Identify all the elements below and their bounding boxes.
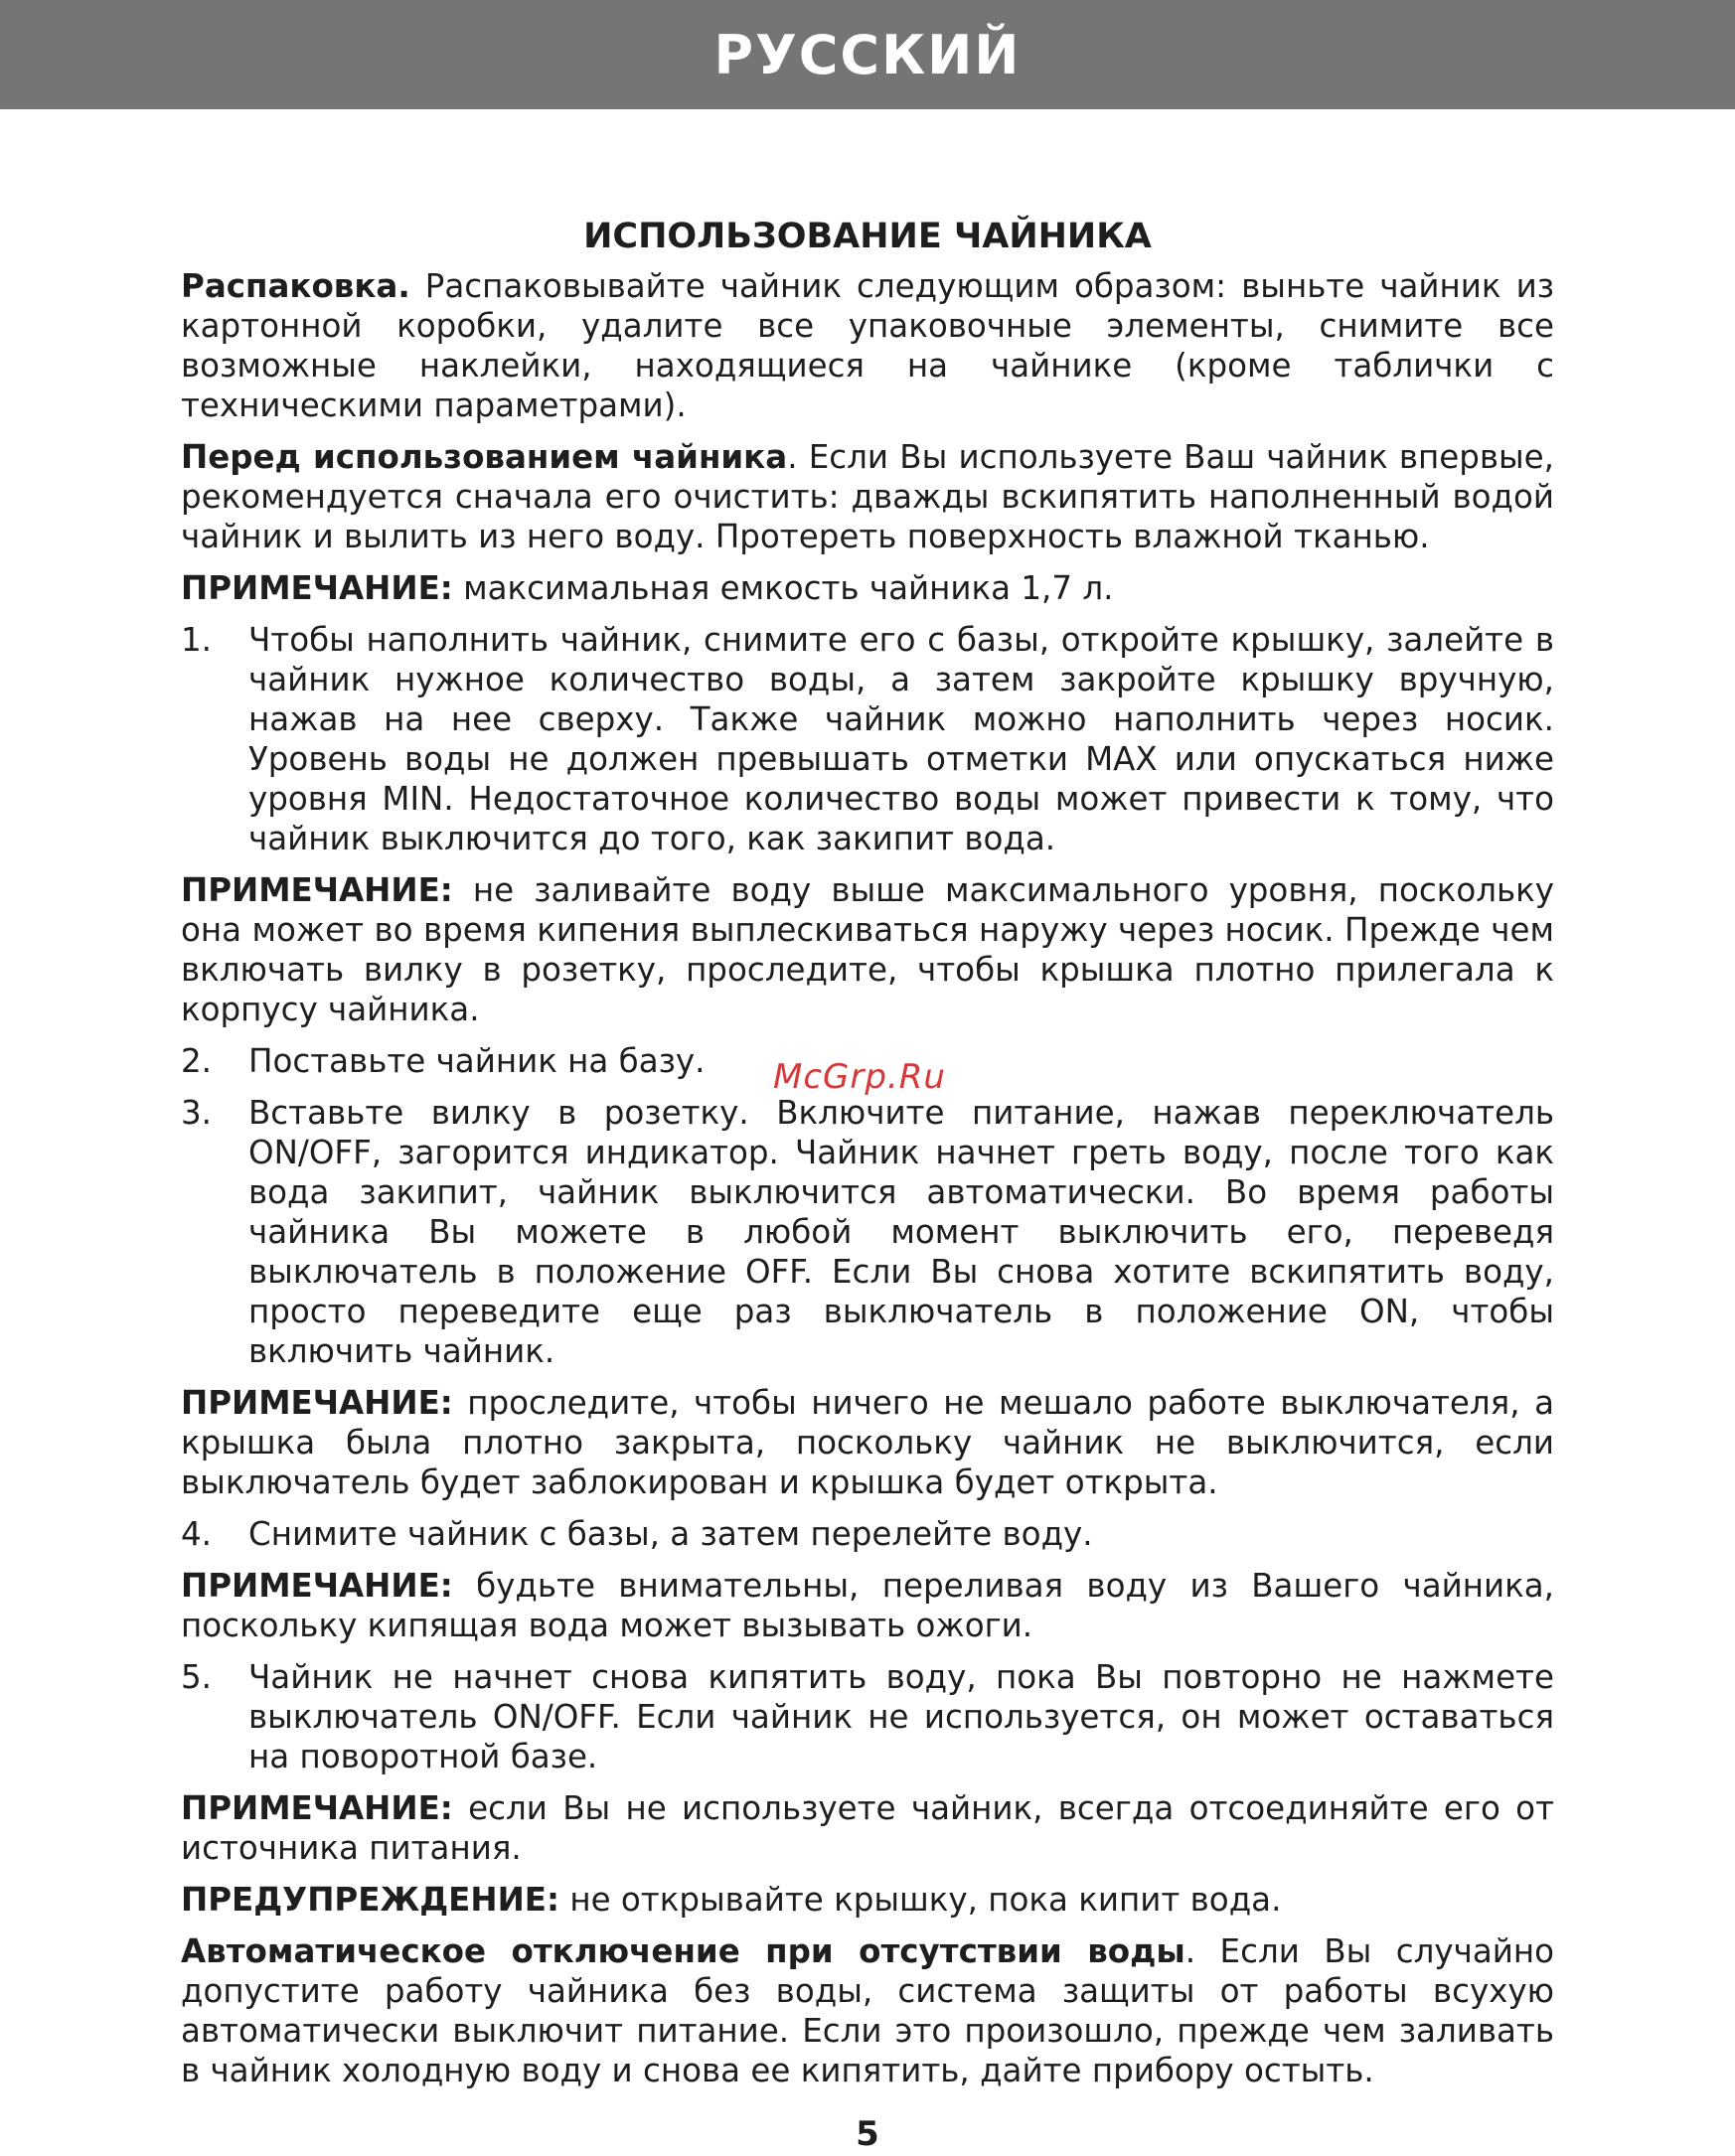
note-burn-label: ПРИМЕЧАНИЕ: [181,1567,453,1605]
note-switch [181,1383,1554,1502]
paragraph-auto-off [181,1931,1554,2090]
warning-paragraph [181,1880,1554,1920]
auto-off-label: Автоматическое отключение при отсутствии воды [181,1932,1185,1970]
step-4-text: Снимите чайник с базы, а затем перелейте воду. [248,1515,1093,1553]
before-use-label: Перед использованием чайника [181,438,788,476]
step-1-number: 1. [181,621,213,659]
section-title: ИСПОЛЬЗОВАНИЕ ЧАЙНИКА [583,217,1152,256]
step-1-text: Чтобы наполнить чайник, снимите его с базы, откройте крышку, залейте в чайник нужное количество воды, а затем закройте крышку вручную, нажав на нее сверху. Также чайник можно наполнить через носик. Уровень воды не должен превышать отметки MAX или опускаться ниже уровня MIN. Недостаточное количество воды может привести к тому, что чайник выключится до того, как закипит вода. [248,621,1554,857]
page-content [181,217,1554,2102]
note-capacity-text: максимальная емкость чайника 1,7 л. [452,569,1114,607]
step-3-number: 3. [181,1094,213,1132]
paragraph-before-use [181,437,1554,556]
step-5-number: 5. [181,1658,213,1696]
warning-text: не открывайте крышку, пока кипит вода. [558,1881,1282,1919]
note-unplug-label: ПРИМЕЧАНИЕ: [181,1789,453,1827]
step-2-number: 2. [181,1042,213,1080]
unpacking-text: Распаковывайте чайник следующим образом: выньте чайник из картонной коробки, удалите все упаковочные элементы, снимите все возможные наклейки, находящиеся на чайнике (кроме таблички с техническими параметрами). [181,267,1554,424]
note-burn-text: будьте внимательны, переливая воду из Вашего чайника, поскольку кипящая вода может вызывать ожоги. [181,1567,1554,1644]
note-switch-label: ПРИМЕЧАНИЕ: [181,1384,453,1422]
watermark: McGrp.Ru [773,1057,946,1097]
note-unplug-text: если Вы не используете чайник, всегда отсоединяйте его от источника питания. [181,1789,1554,1867]
before-use-text: . Если Вы используете Ваш чайник впервые, рекомендуется сначала его очистить: дважды вскипятить наполненный водой чайник и вылить из него воду. Протереть поверхность влажной тканью. [181,438,1554,555]
note-capacity [181,568,1554,608]
warning-label: ПРЕДУПРЕЖДЕНИЕ: [181,1881,559,1919]
note-max-label: ПРИМЕЧАНИЕ: [181,871,453,909]
note-max-text: не заливайте воду выше максимального уровня, поскольку она может во время кипения выплескиваться наружу через носик. Прежде чем включать вилку в розетку, проследите, чтобы крышка плотно прилегала к корпусу чайника. [181,871,1554,1028]
unpacking-label: Распаковка. [181,267,410,305]
paragraph-unpacking [181,266,1554,425]
list-item-step-5 [181,1657,1554,1776]
list-item-step-4 [181,1514,1554,1554]
step-2-text: Поставьте чайник на базу. [248,1042,706,1080]
language-label: РУССКИЙ [713,23,1022,86]
step-4-number: 4. [181,1515,213,1553]
step-3-text: Вставьте вилку в розетку. Включите питание, нажав переключатель ON/OFF, загорится индикатор. Чайник начнет греть воду, после того как вода закипит, чайник выключится автоматически. Во время работы чайника Вы можете в любой момент выключить его, переведя выключатель в положение OFF. Если Вы снова хотите вскипятить воду, просто переведите еще раз выключатель в положение ON, чтобы включить чайник. [248,1094,1554,1370]
language-header [0,0,1735,109]
auto-off-text: . Если Вы случайно допустите работу чайника без воды, система защиты от работы всухую автоматически выключит питание. Если это произошло, прежде чем заливать в чайник холодную воду и снова ее кипятить, дайте прибору остыть. [181,1932,1554,2089]
note-max-level [181,870,1554,1029]
note-burn [181,1566,1554,1645]
note-switch-text: проследите, чтобы ничего не мешало работе выключателя, а крышка была плотно закрыта, поскольку чайник не выключится, если выключатель будет заблокирован и крышка будет открыта. [181,1384,1554,1501]
note-capacity-label: ПРИМЕЧАНИЕ: [181,569,453,607]
step-5-text: Чайник не начнет снова кипятить воду, пока Вы повторно не нажмете выключатель ON/OFF. Если чайник не используется, он может оставаться на поворотной базе. [248,1658,1554,1775]
list-item-step-1 [181,620,1554,858]
list-item-step-3 [181,1093,1554,1371]
note-unplug [181,1788,1554,1868]
page-number: 5 [856,2114,879,2154]
